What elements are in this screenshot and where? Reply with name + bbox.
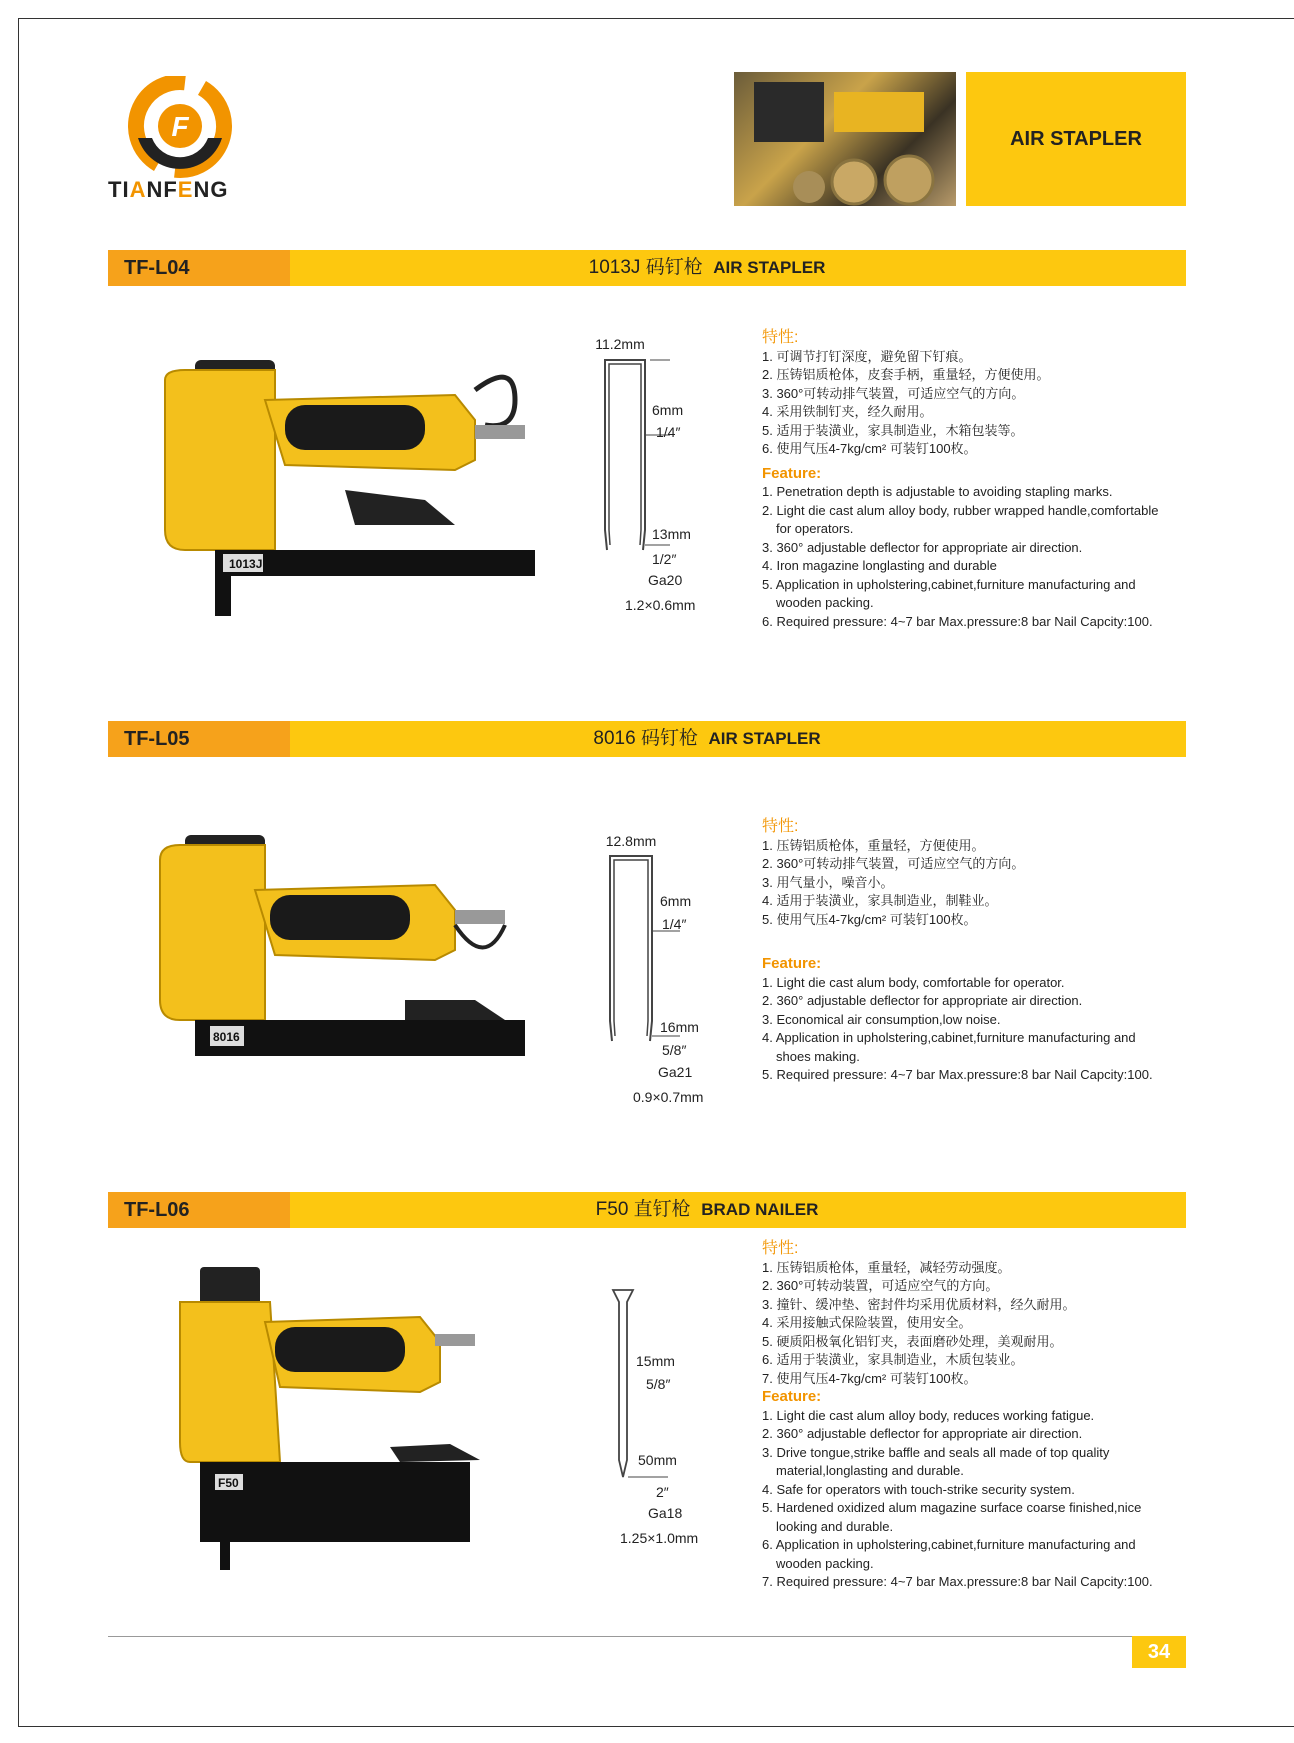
list-item: 2. 360° adjustable deflector for appropriate air direction. [762,1426,1083,1441]
section-bar-tf-l04 [108,250,1186,286]
list-item: 7. 使用气压4-7kg/cm² 可装钉100枚。 [762,1370,977,1386]
cn-feature-list [762,1259,1172,1389]
en-feature-list [762,974,1172,1085]
max-length-mm: 16mm [660,1019,699,1035]
list-item: 3. 360° adjustable deflector for appropriate air direction. [762,539,1083,555]
list-item: 1. Light die cast alum body, comfortable for operator. [762,974,1065,990]
wire-size: 0.9×0.7mm [633,1089,704,1105]
list-item: 1. Light die cast alum alloy body, reduces working fatigue. [762,1407,1095,1423]
section-bar-tf-l05 [108,721,1186,757]
gun-label-1013j: 1013J [229,557,263,571]
list-item: 3. 用气量小，噪音小。 [762,874,894,890]
list-item: 2. Light die cast alum alloy body, rubber wrapped handle,comfortable for operators. [762,502,1159,536]
list-item: 3. 撞针、缓冲垫、密封件均采用优质材料，经久耐用。 [762,1296,1076,1312]
max-length-in: 1/2″ [652,551,677,567]
features-1013j: 特性: 1. 可调节打钉深度，避免留下钉痕。 2. 压铸铝质枪体，皮套手柄，重量轻，方便使用。 3. 360°可转动排气装置，可适应空气的方向。 4. 采用铁制钉夹，经久耐用。 5. 适用于装潢业，家具制造业，木箱包装等。 6. 使用气压4-7kg/cm² 可装钉100枚。 Feature: 1. Penetration depth is adjustable to avoiding stapling marks. 2. Light die cast alum alloy body, rubber wrapped handle,comfortable for operators. 3. 360° adjustable deflector for appropriate air direction. 4. Iron magazine longlasting and durable 5. Application in upholstering,cabinet,furniture manufacturing and wooden packing. 6. Required pressure: 4~7 bar Max.pressure:8 bar Nail Capcity:100. [762,329,1172,631]
max-length-in: 5/8″ [662,1042,687,1058]
header-title: AIR STAPLER [966,72,1186,206]
product-code: TF-L06 [108,1192,290,1228]
list-item: 1. 可调节打钉深度，避免留下钉痕。 [762,348,972,364]
cn-feature-list [762,348,1172,459]
gun-label-f50: F50 [218,1476,239,1490]
page-number: 34 [1132,1636,1186,1668]
min-length-mm: 6mm [652,402,684,418]
crown-width: 12.8mm [605,833,657,849]
list-item: 7. Required pressure: 4~7 bar Max.pressure:8 bar Nail Capcity:100. [762,1574,1153,1589]
wire-size: 1.2×0.6mm [625,597,696,613]
list-item: 5. 硬质阳极氧化铝钉夹，表面磨砂处理，美观耐用。 [762,1333,1063,1349]
air-stapler-8016-image [155,830,535,1060]
min-length-in: 5/8″ [646,1376,671,1392]
list-item: 4. Application in upholstering,cabinet,furniture manufacturing and shoes making. [762,1030,1136,1064]
list-item: 5. Hardened oxidized alum magazine surface coarse finished,nice looking and durable. [762,1500,1142,1534]
product-title: 8016 码钉枪 AIR STAPLER [593,728,821,749]
brand-name: TIANFENG [108,177,229,202]
min-length-mm: 15mm [636,1353,675,1369]
list-item: 6. Application in upholstering,cabinet,furniture manufacturing and wooden packing. [762,1537,1136,1571]
footer-divider [108,1636,1186,1637]
page-border-left [18,18,19,1726]
brad-nailer-f50-image [170,1262,510,1572]
list-item: 4. 采用铁制钉夹，经久耐用。 [762,404,933,419]
list-item: 4. 采用接触式保险装置，使用安全。 [762,1315,972,1330]
list-item: 2. 360°可转动装置，可适应空气的方向。 [762,1278,999,1293]
features-8016: 特性: 1. 压铸铝质枪体，重量轻，方便使用。 2. 360°可转动排气装置，可适应空气的方向。 3. 用气量小，噪音小。 4. 适用于装潢业，家具制造业，制鞋业。 5. 使用气压4-7kg/cm² 可装钉100枚。 Feature: 1. Light die cast alum body, comfortable for operator. 2. 360° adjustable deflector for appropriate air direction. 3. Economical air consumption,low noise. 4. Application in upholstering,cabinet,furniture manufacturing and shoes making. 5. Required pressure: 4~7 bar Max.pressure:8 bar Nail Capcity:100. [762,818,1172,1085]
list-item: 2. 360°可转动排气装置，可适应空气的方向。 [762,856,1025,871]
features-f50: 特性: 1. 压铸铝质枪体，重量轻，减轻劳动强度。 2. 360°可转动装置，可适应空气的方向。 3. 撞针、缓冲垫、密封件均采用优质材料，经久耐用。 4. 采用接触式保险装置，使用安全。 5. 硬质阳极氧化铝钉夹，表面磨砂处理，美观耐用。 6. 适用于装潢业，家具制造业，木质包装业。 7. 使用气压4-7kg/cm² 可装钉100枚。 Feature: 1. Light die cast alum alloy body, reduces working fatigue. 2. 360° adjustable deflector for appropriate air direction. 3. Drive tongue,strike baffle and seals all made of top quality material,longlasting and durable. 4. Safe for operators with touch-strike security system. 5. Hardened oxidized alum magazine surface coarse finished,nice looking and durable. 6. Application in upholstering,cabinet,furniture manufacturing and wooden packing. 7. Required pressure: 4~7 bar Max.pressure:8 bar Nail Capcity:100. [762,1240,1172,1592]
gauge: Ga20 [648,572,683,588]
list-item: 5. Required pressure: 4~7 bar Max.pressure:8 bar Nail Capcity:100. [762,1067,1153,1082]
list-item: 3. Economical air consumption,low noise. [762,1011,1001,1027]
list-item: 6. 适用于装潢业，家具制造业，木质包装业。 [762,1352,1024,1367]
list-item: 5. 适用于装潢业，家具制造业，木箱包装等。 [762,422,1024,438]
min-length-mm: 6mm [660,893,692,909]
max-length-in: 2″ [656,1484,669,1500]
product-code: TF-L04 [108,250,290,286]
list-item: 5. 使用气压4-7kg/cm² 可装钉100枚。 [762,911,977,927]
list-item: 3. Drive tongue,strike baffle and seals all made of top quality material,longlasting and durable. [762,1444,1110,1478]
list-item: 4. Iron magazine longlasting and durable [762,558,997,573]
max-length-mm: 13mm [652,526,691,542]
product-title: 1013J 码钉枪 AIR STAPLER [588,257,826,278]
list-item: 1. 压铸铝质枪体，重量轻，减轻劳动强度。 [762,1259,1011,1275]
list-item: 4. 适用于装潢业，家具制造业，制鞋业。 [762,893,998,908]
gun-label-8016: 8016 [213,1030,240,1044]
page-border-top [18,18,1294,19]
list-item: 2. 压铸铝质枪体，皮套手柄，重量轻，方便使用。 [762,367,1050,382]
svg-text:F: F [171,111,189,142]
gauge: Ga18 [648,1505,683,1521]
header-product-photo [734,72,956,206]
cn-feature-list [762,837,1172,930]
list-item: 1. 压铸铝质枪体，重量轻，方便使用。 [762,837,985,853]
product-title: F50 直钉枪 BRAD NAILER [595,1199,819,1220]
en-feature-list [762,483,1172,631]
list-item: 6. 使用气压4-7kg/cm² 可装钉100枚。 [762,441,977,456]
list-item: 2. 360° adjustable deflector for appropriate air direction. [762,993,1083,1008]
list-item: 3. 360°可转动排气装置，可适应空气的方向。 [762,385,1025,401]
min-length-in: 1/4″ [662,916,687,932]
en-feature-list [762,1407,1172,1592]
list-item: 1. Penetration depth is adjustable to avoiding stapling marks. [762,484,1113,499]
air-stapler-1013j-image [155,350,535,620]
wire-size: 1.25×1.0mm [620,1530,699,1546]
min-length-in: 1/4″ [656,424,681,440]
section-bar-tf-l06 [108,1192,1186,1228]
list-item: 4. Safe for operators with touch-strike security system. [762,1481,1075,1497]
list-item: 6. Required pressure: 4~7 bar Max.pressure:8 bar Nail Capcity:100. [762,613,1153,629]
product-code: TF-L05 [108,721,290,757]
gauge: Ga21 [658,1064,693,1080]
page-border-bottom [18,1726,1294,1727]
crown-width: 11.2mm [595,336,645,352]
list-item: 5. Application in upholstering,cabinet,furniture manufacturing and wooden packing. [762,576,1136,610]
staple-diagram-8016 [600,846,680,1046]
max-length-mm: 50mm [638,1452,677,1468]
